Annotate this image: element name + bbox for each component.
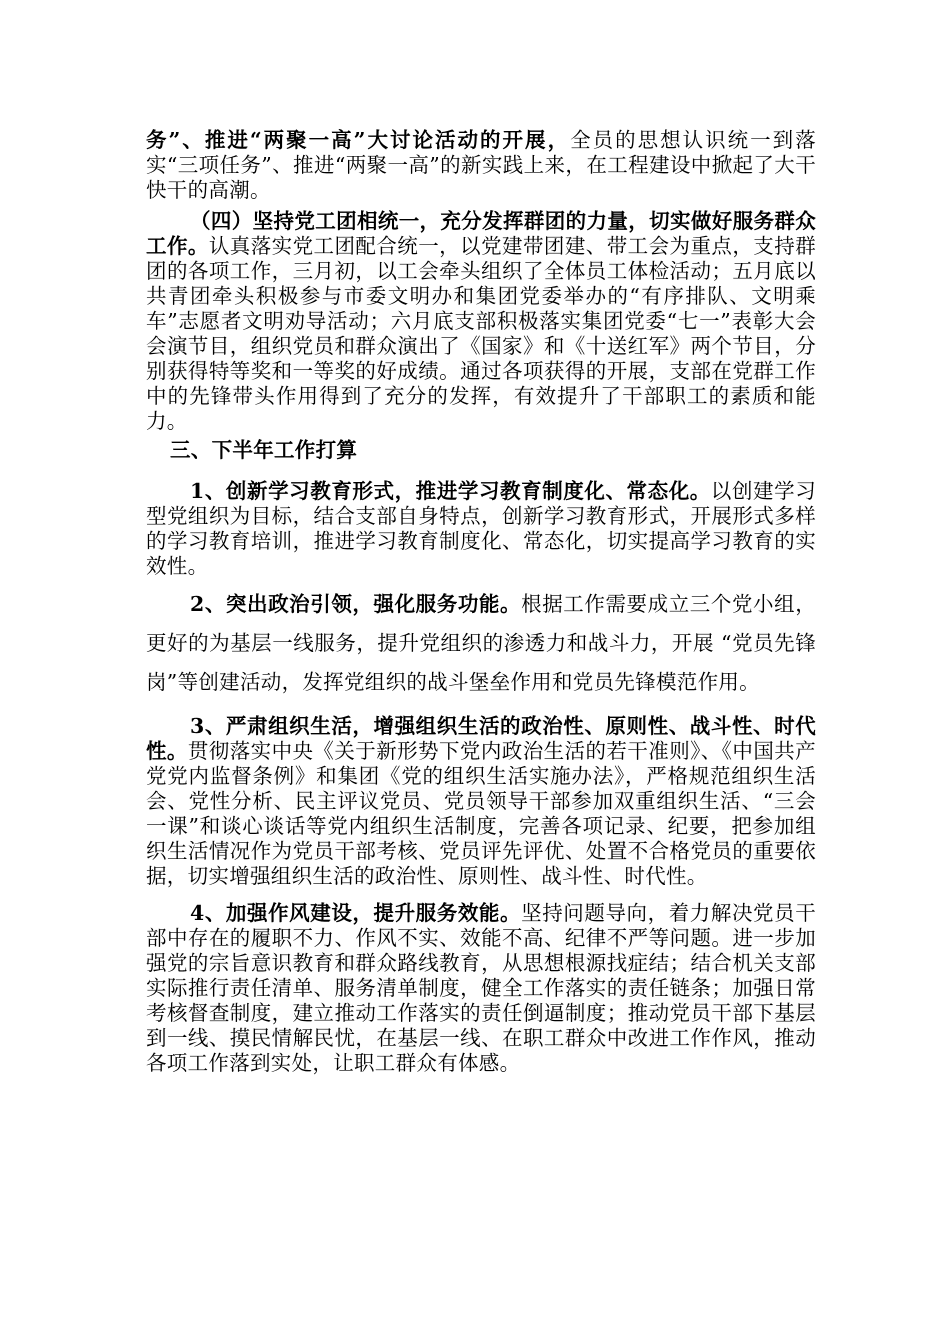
paragraph-lead-bold: （四）坚持党工团相统一，充分发挥群团的力量，切实做好服务群众工作。	[146, 209, 816, 258]
paragraph-section-4	[146, 209, 816, 434]
paragraph-item-3	[146, 714, 816, 889]
paragraph-item-1	[146, 479, 816, 579]
paragraph-lead-bold: 2、突出政治引领，强化服务功能。	[190, 592, 522, 616]
paragraph-body: 坚持问题导向，着力解决党员干部中存在的履职不力、作风不实、效能不高、纪律不严等问题。进一步加强党的宗旨意识教育和群众路线教育，从思想根源找症结；结合机关支部实际推行责任清单、服务清单制度，健全工作落实的责任链条；加强日常考核督查制度，建立推动工作落实的责任倒逼制度；推动党员干部下基层到一线、摸民情解民忧，在基层一线、在职工群众中改进工作作风，推动各项工作落到实处，让职工群众有体感。	[146, 901, 816, 1075]
section-heading: 三、下半年工作打算	[170, 438, 358, 462]
paragraph-body: 贯彻落实中央《关于新形势下党内政治生活的若干准则》、《中国共产党党内监督条例》和集团《党的组织生活实施办法》，严格规范组织生活会、党性分析、民主评议党员、党员领导干部参加双重组织生活、“三会一课”和谈心谈话等党内组织生活制度，完善各项记录、纪要，把参加组织生活情况作为党员干部考核、党员评先评优、处置不合格党员的重要依据，切实增强组织生活的政治性、原则性、战斗性、时代性。	[146, 739, 816, 888]
paragraph-body: 全员的思想认识统一到落实“三项任务”、推进“两聚一高”的新实践上来，在工程建设中掀起了大干快干的高潮。	[146, 128, 816, 202]
paragraph-item-4	[146, 901, 816, 1076]
paragraph-body: 根据工作需要成立三个党小组，更好的为基层一线服务，提升党组织的渗透力和战斗力，开展 “党员先锋岗”等创建活动，发挥党组织的战斗堡垒作用和党员先锋模范作用。	[146, 592, 816, 694]
paragraph-body: 以创建学习型党组织为目标，结合支部自身特点，创新学习教育形式，开展形式多样的学习教育培训，推进学习教育制度化、常态化，切实提高学习教育的实效性。	[146, 479, 817, 578]
paragraph-body: 认真落实党工团配合统一，以党建带团建、带工会为重点，支持群团的各项工作，三月初，以工会牵头组织了全体员工体检活动；五月底以共青团牵头积极参与市委文明办和集团党委举办的“有序排队、文明乘车”志愿者文明劝导活动；六月底支部积极落实集团党委“七一”表彰大会会演节目，组织党员和群众演出了《国家》和《十送红军》两个节目，分别获得特等奖和一等奖的好成绩。通过各项获得的开展，支部在党群工作中的先锋带头作用得到了充分的发挥，有效提升了干部职工的素质和能力。	[146, 234, 816, 433]
paragraph-lead-bold: 务”、推进“两聚一高”大讨论活动的开展，	[146, 128, 571, 152]
document-page	[146, 128, 816, 1076]
paragraph-lead-bold: 3、严肃组织生活，增强组织生活的政治性、原则性、战斗性、时代性。	[146, 714, 816, 763]
paragraph-lead-bold: 4、加强作风建设，提升服务效能。	[190, 901, 522, 925]
paragraph-lead-bold: 1、创新学习教育形式，推进学习教育制度化、常态化。	[190, 479, 711, 503]
paragraph-item-2	[146, 585, 816, 702]
paragraph-continuation	[146, 128, 816, 203]
